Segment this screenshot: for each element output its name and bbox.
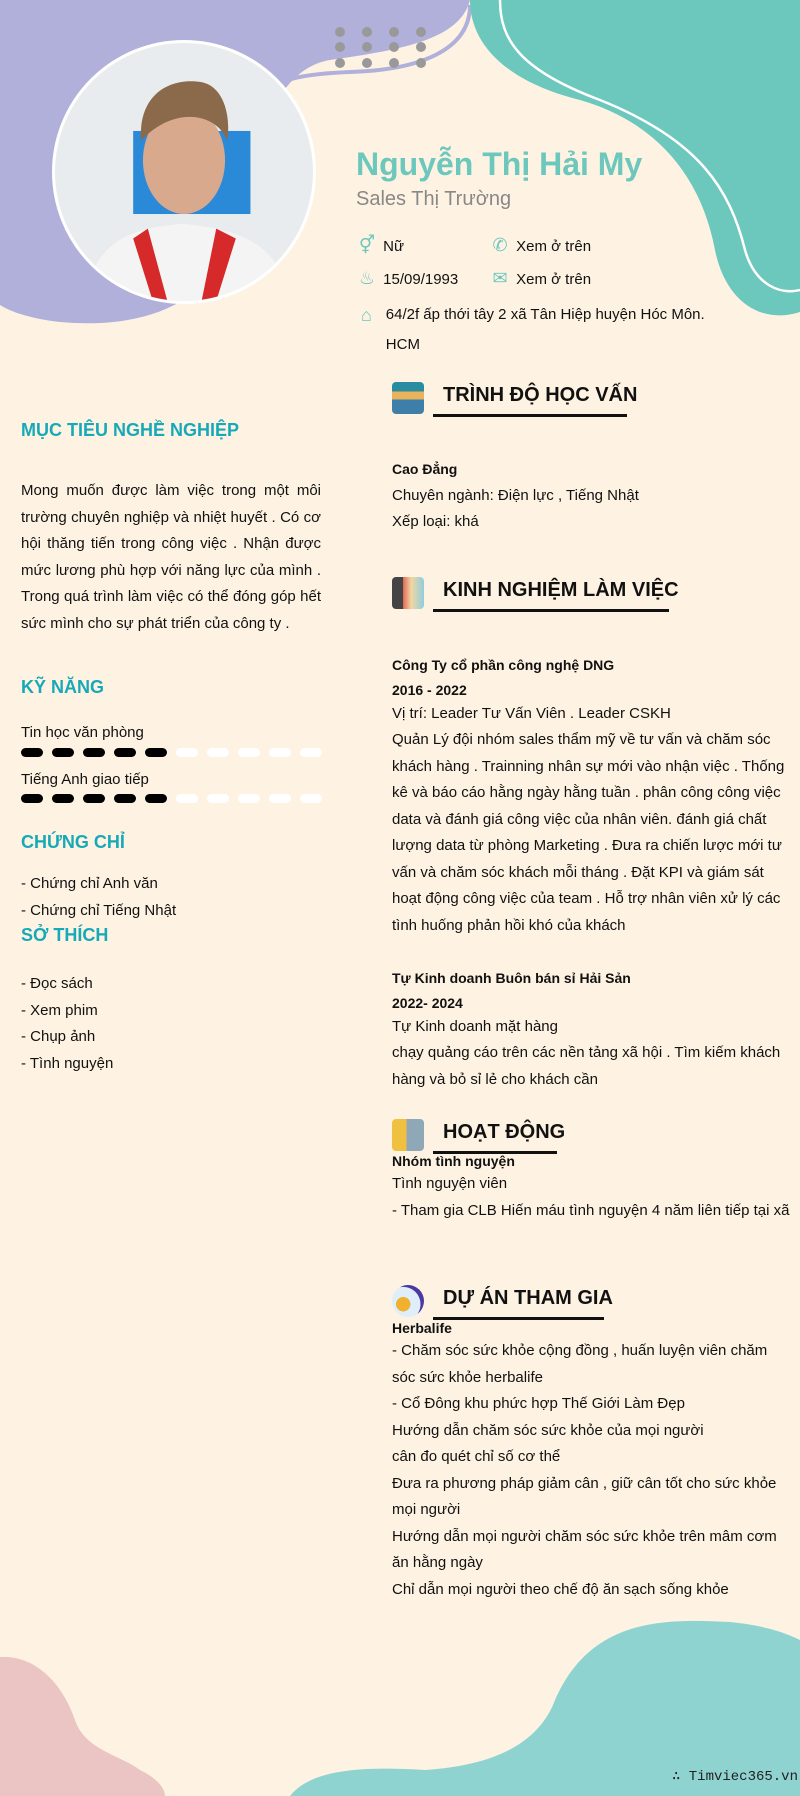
project-line: Hướng dẫn mọi người chăm sóc sức khỏe trên mâm cơm ăn hằng ngày: [392, 1527, 777, 1571]
skills-heading: KỸ NĂNG: [21, 677, 105, 697]
experience-block: [392, 652, 792, 1093]
list-item: - Chứng chỉ Tiếng Nhật: [21, 901, 177, 919]
gender-icon: ⚥: [358, 235, 376, 255]
heading-underline: [433, 414, 627, 417]
education-block: [392, 456, 792, 536]
gender-row: [355, 235, 404, 256]
grade: Xếp loại: khá: [392, 513, 479, 530]
activity-role: Tình nguyện viên: [392, 1175, 508, 1192]
address-row: [355, 300, 725, 360]
hobby-list: [21, 971, 113, 1077]
envelope-icon: ✉: [492, 268, 508, 288]
project-line: cân đo quét chỉ số cơ thể: [392, 1448, 561, 1465]
activity-description: - Tham gia CLB Hiến máu tình nguyện 4 năm liên tiếp tại xã: [392, 1201, 790, 1219]
graduation-books-icon: [392, 382, 424, 414]
address-value: 64/2f ấp thới tây 2 xã Tân Hiệp huyện Hóc Môn. HCM: [385, 306, 705, 353]
watermark: ∴ Timviec365.vn: [671, 1769, 798, 1785]
email-value: Xem ở trên: [516, 271, 592, 288]
projects-block: [392, 1318, 792, 1603]
education-heading: [392, 378, 692, 422]
birthday-cake-icon: ♨: [358, 268, 376, 288]
home-icon: ⌂: [360, 305, 372, 325]
section-title: HOẠT ĐỘNG: [443, 1121, 566, 1143]
hobbies-heading: SỞ THÍCH: [21, 925, 109, 945]
list-item: - Tình nguyện: [21, 1054, 114, 1072]
skill-name: Tiếng Anh giao tiếp: [21, 771, 149, 788]
avatar-photo: [52, 40, 316, 304]
section-title: DỰ ÁN THAM GIA: [443, 1287, 613, 1309]
objective-text: Mong muốn được làm việc trong một môi trường chuyên nghiệp và nhiệt huyết . Có cơ hội thăng tiến trong công việc . Nhận được mức lương phù hợp với năng lực của mình . Trong quá trình làm việc có thể đóng góp hết sức mình cho sự phát triển của công ty .: [21, 482, 321, 632]
job-description: chạy quảng cáo trên các nền tảng xã hội . Tìm kiếm khách hàng và bỏ sỉ lẻ cho khách cần: [392, 1044, 781, 1088]
section-title: KINH NGHIỆM LÀM VIỆC: [443, 579, 679, 601]
birthday-row: [355, 268, 458, 289]
birthday-value: 15/09/1993: [383, 271, 459, 288]
skill-rating-bar: [21, 748, 322, 757]
project-line: Chỉ dẫn mọi người theo chế độ ăn sạch sống khỏe: [392, 1580, 729, 1598]
person-portrait: [55, 43, 313, 301]
phone-value: Xem ở trên: [516, 238, 592, 255]
work-documents-icon: [392, 577, 424, 609]
gender-value: Nữ: [383, 238, 405, 255]
project-name: Herbalife: [392, 1320, 452, 1336]
activities-block: [392, 1151, 792, 1224]
list-item: - Chụp ảnh: [21, 1028, 96, 1045]
organization-name: Nhóm tình nguyện: [392, 1153, 515, 1169]
list-item: - Chứng chỉ Anh văn: [21, 875, 158, 892]
company-name: Công Ty cổ phần công nghệ DNG: [392, 657, 615, 673]
job-description: Quản Lý đội nhóm sales thẩm mỹ về tư vấn và chăm sóc khách hàng . Trainning nhân sự mới vào nhận việc . Thống kê và báo cáo hằng ngày hằng tuần . phân công công việc data và đánh giá công việc của nhân viên. đánh giá chất lượng data từ phòng Marketing . Đưa ra chiến lược mới tư vấn và chăm sóc khách mỗi tháng . Đặt KPI và giám sát hoạt động công việc của team . Hỗ trợ nhân viên xử lý các tình huống phản hồi khó của khách: [392, 731, 785, 934]
project-line: Đưa ra phương pháp giảm cân , giữ cân tốt cho sức khỏe mọi người: [392, 1474, 777, 1518]
certificate-list: [21, 871, 176, 924]
job-description: Tự Kinh doanh mặt hàng: [392, 1017, 558, 1035]
email-row: [488, 268, 591, 289]
heading-underline: [433, 609, 669, 612]
pink-blob: [0, 1657, 165, 1796]
candidate-name: Nguyễn Thị Hải My: [356, 146, 643, 182]
calculator-coins-icon: [392, 1119, 424, 1151]
phone-row: [488, 235, 591, 256]
list-item: - Đọc sách: [21, 975, 93, 992]
school-name: Cao Đẳng: [392, 461, 458, 477]
experience-heading: [392, 573, 692, 617]
project-line: - Cổ Đông khu phức hợp Thế Giới Làm Đẹp: [392, 1395, 685, 1412]
section-title: TRÌNH ĐỘ HỌC VẤN: [443, 384, 638, 406]
project-chart-icon: [392, 1285, 424, 1317]
job-position: Vị trí: Leader Tư Vấn Viên . Leader CSKH: [392, 704, 671, 722]
job-period: 2016 - 2022: [392, 681, 467, 698]
job-period: 2022- 2024: [392, 994, 463, 1011]
list-item: - Xem phim: [21, 1001, 98, 1019]
project-line: - Chăm sóc sức khỏe cộng đồng , huấn luyện viên chăm sóc sức khỏe herbalife: [392, 1342, 768, 1386]
project-line: Hướng dẫn chăm sóc sức khỏe của mọi người: [392, 1421, 704, 1439]
major: Chuyên ngành: Điện lực , Tiếng Nhật: [392, 486, 639, 504]
skill-name: Tin học văn phòng: [21, 724, 144, 741]
certificates-heading: CHỨNG CHỈ: [21, 832, 125, 852]
skill-rating-bar: [21, 794, 322, 803]
job-title: Sales Thị Trường: [356, 188, 512, 210]
objective-heading: MỤC TIÊU NGHỀ NGHIỆP: [21, 420, 240, 440]
company-name: Tự Kinh doanh Buôn bán sỉ Hải Sản: [392, 970, 631, 986]
whatsapp-phone-icon: ✆: [492, 235, 508, 255]
